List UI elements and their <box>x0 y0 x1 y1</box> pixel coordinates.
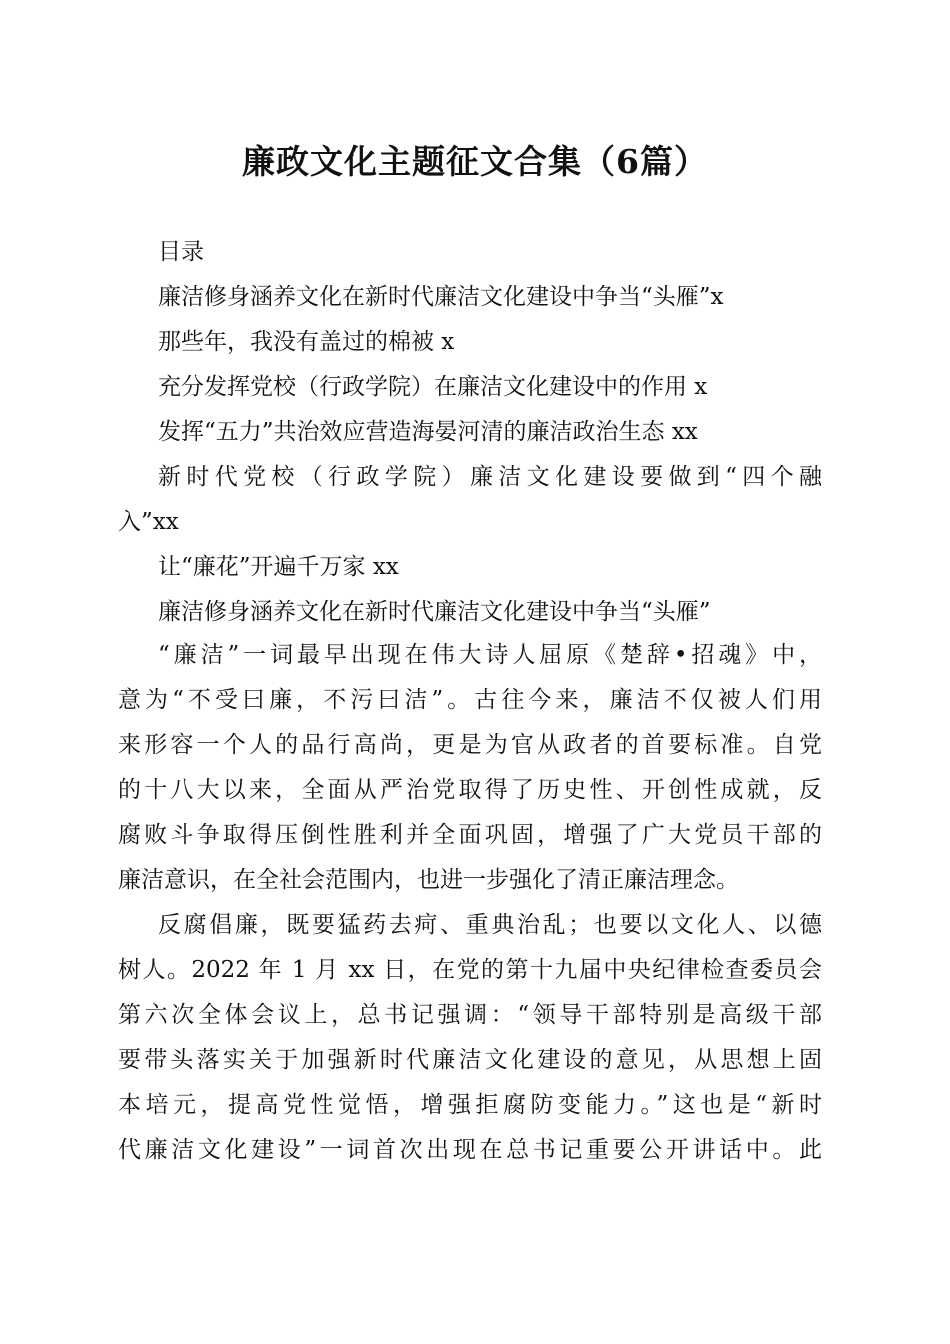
paragraph-line: 第六次全体会议上，总书记强调：“领导干部特别是高级干部 <box>118 1002 822 1028</box>
article-paragraph-1 <box>118 633 822 903</box>
paragraph-line: 要带头落实关于加强新时代廉洁文化建设的意见，从思想上固 <box>118 1047 822 1073</box>
paragraph-line: 代廉洁文化建设”一词首次出现在总书记重要公开讲话中。此 <box>118 1137 822 1163</box>
document-title: 廉政文化主题征文合集（6篇） <box>242 142 708 181</box>
toc-item: 发挥“五力”共治效应营造海晏河清的廉洁政治生态 xx <box>158 419 698 445</box>
paragraph-line: 意为“不受曰廉，不污曰洁”。古往今来，廉洁不仅被人们用 <box>118 687 822 713</box>
paragraph-line: 来形容一个人的品行高尚，更是为官从政者的首要标准。自党 <box>118 732 822 758</box>
toc-item: 廉洁修身涵养文化在新时代廉洁文化建设中争当“头雁”x <box>158 284 724 310</box>
paragraph-line: “廉洁”一词最早出现在伟大诗人屈原《楚辞•招魂》中， <box>158 642 822 668</box>
paragraph-line: 廉洁意识，在全社会范围内，也进一步强化了清正廉洁理念。 <box>118 867 739 893</box>
toc-item: 充分发挥党校（行政学院）在廉洁文化建设中的作用 x <box>158 374 708 400</box>
article-heading: 廉洁修身涵养文化在新时代廉洁文化建设中争当“头雁” <box>158 599 711 625</box>
paragraph-line: 反腐倡廉，既要猛药去疴、重典治乱；也要以文化人、以德 <box>158 912 822 938</box>
toc-item: 新时代党校（行政学院）廉洁文化建设要做到“四个融 <box>158 464 822 490</box>
toc-heading: 目录 <box>158 239 204 265</box>
paragraph-line: 腐败斗争取得压倒性胜利并全面巩固，增强了广大党员干部的 <box>118 822 822 848</box>
toc-item: 那些年，我没有盖过的棉被 x <box>158 329 455 355</box>
paragraph-line: 树人。2022 年 1 月 xx 日，在党的第十九届中央纪律检查委员会 <box>118 957 822 983</box>
toc-item: 让“廉花”开遍千万家 xx <box>158 554 399 580</box>
toc-item-continuation: 入”xx <box>118 509 179 535</box>
article-paragraph-2 <box>118 903 822 1173</box>
paragraph-line: 本培元，提高党性觉悟，增强拒腐防变能力。”这也是“新时 <box>118 1092 822 1118</box>
paragraph-line: 的十八大以来，全面从严治党取得了历史性、开创性成就，反 <box>118 777 822 803</box>
